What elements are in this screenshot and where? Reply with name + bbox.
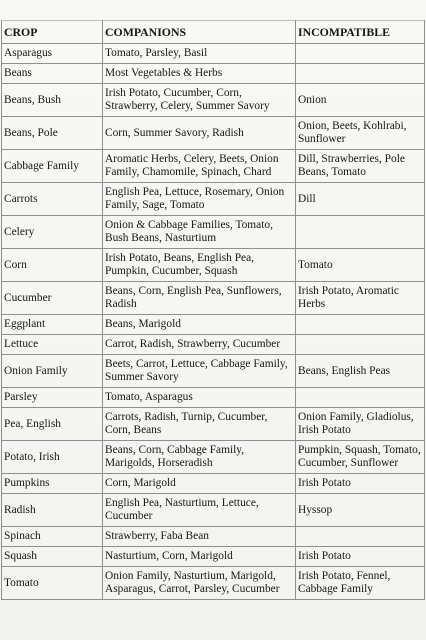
header-companions: COMPANIONS — [103, 21, 296, 44]
incompatible-cell — [296, 388, 425, 408]
header-row — [2, 21, 425, 44]
companions-cell: Most Vegetables & Herbs — [103, 64, 296, 84]
companions-cell: Tomato, Asparagus — [103, 388, 296, 408]
crop-cell: Corn — [2, 249, 103, 282]
incompatible-cell: Beans, English Peas — [296, 355, 425, 388]
table-row — [2, 355, 425, 388]
table-row — [2, 64, 425, 84]
table-row — [2, 44, 425, 64]
crop-cell: Beans, Bush — [2, 84, 103, 117]
companions-cell: Strawberry, Faba Bean — [103, 527, 296, 547]
crop-cell: Lettuce — [2, 335, 103, 355]
table-row — [2, 494, 425, 527]
crop-cell: Squash — [2, 547, 103, 567]
incompatible-cell — [296, 216, 425, 249]
table-row — [2, 216, 425, 249]
companions-cell: Beans, Corn, Cabbage Family, Marigolds, Horseradish — [103, 441, 296, 474]
table-row — [2, 282, 425, 315]
header-incompatible: INCOMPATIBLE — [296, 21, 425, 44]
crop-cell: Potato, Irish — [2, 441, 103, 474]
crop-cell: Beans, Pole — [2, 117, 103, 150]
crop-cell: Onion Family — [2, 355, 103, 388]
incompatible-cell: Onion — [296, 84, 425, 117]
companions-cell: Corn, Marigold — [103, 474, 296, 494]
table-row — [2, 567, 425, 600]
incompatible-cell — [296, 64, 425, 84]
crop-cell: Celery — [2, 216, 103, 249]
table-row — [2, 84, 425, 117]
incompatible-cell: Irish Potato, Fennel, Cabbage Family — [296, 567, 425, 600]
crop-cell: Spinach — [2, 527, 103, 547]
companions-cell: Corn, Summer Savory, Radish — [103, 117, 296, 150]
crop-cell: Beans — [2, 64, 103, 84]
table-row — [2, 474, 425, 494]
crop-cell: Eggplant — [2, 315, 103, 335]
companions-cell: Carrot, Radish, Strawberry, Cucumber — [103, 335, 296, 355]
incompatible-cell — [296, 335, 425, 355]
incompatible-cell: Irish Potato — [296, 474, 425, 494]
companions-cell: Tomato, Parsley, Basil — [103, 44, 296, 64]
header-crop: CROP — [2, 21, 103, 44]
incompatible-cell: Hyssop — [296, 494, 425, 527]
crop-cell: Radish — [2, 494, 103, 527]
incompatible-cell — [296, 44, 425, 64]
companion-planting-table — [1, 20, 425, 600]
companions-cell: English Pea, Nasturtium, Lettuce, Cucumber — [103, 494, 296, 527]
table-row — [2, 183, 425, 216]
crop-cell: Cabbage Family — [2, 150, 103, 183]
incompatible-cell: Irish Potato, Aromatic Herbs — [296, 282, 425, 315]
incompatible-cell: Dill, Strawberries, Pole Beans, Tomato — [296, 150, 425, 183]
companions-cell: Carrots, Radish, Turnip, Cucumber, Corn, Beans — [103, 408, 296, 441]
incompatible-cell — [296, 527, 425, 547]
crop-cell: Pea, English — [2, 408, 103, 441]
incompatible-cell: Irish Potato — [296, 547, 425, 567]
crop-cell: Cucumber — [2, 282, 103, 315]
crop-cell: Parsley — [2, 388, 103, 408]
incompatible-cell: Tomato — [296, 249, 425, 282]
companions-cell: Onion & Cabbage Families, Tomato, Bush Beans, Nasturtium — [103, 216, 296, 249]
companions-cell: Irish Potato, Beans, English Pea, Pumpkin, Cucumber, Squash — [103, 249, 296, 282]
incompatible-cell: Dill — [296, 183, 425, 216]
table-row — [2, 527, 425, 547]
table-row — [2, 441, 425, 474]
companions-cell: Onion Family, Nasturtium, Marigold, Asparagus, Carrot, Parsley, Cucumber — [103, 567, 296, 600]
companions-cell: Beans, Corn, English Pea, Sunflowers, Radish — [103, 282, 296, 315]
companions-cell: Aromatic Herbs, Celery, Beets, Onion Family, Chamomile, Spinach, Chard — [103, 150, 296, 183]
crop-cell: Pumpkins — [2, 474, 103, 494]
table-row — [2, 315, 425, 335]
incompatible-cell: Onion, Beets, Kohlrabi, Sunflower — [296, 117, 425, 150]
table-row — [2, 547, 425, 567]
companions-cell: Irish Potato, Cucumber, Corn, Strawberry, Celery, Summer Savory — [103, 84, 296, 117]
table-row — [2, 408, 425, 441]
crop-cell: Carrots — [2, 183, 103, 216]
companions-cell: Beans, Marigold — [103, 315, 296, 335]
companions-cell: English Pea, Lettuce, Rosemary, Onion Family, Sage, Tomato — [103, 183, 296, 216]
table-row — [2, 150, 425, 183]
table-row — [2, 388, 425, 408]
incompatible-cell: Onion Family, Gladiolus, Irish Potato — [296, 408, 425, 441]
table-row — [2, 249, 425, 282]
companions-cell: Beets, Carrot, Lettuce, Cabbage Family, Summer Savory — [103, 355, 296, 388]
companions-cell: Nasturtium, Corn, Marigold — [103, 547, 296, 567]
table-row — [2, 117, 425, 150]
table-row — [2, 335, 425, 355]
crop-cell: Tomato — [2, 567, 103, 600]
crop-cell: Asparagus — [2, 44, 103, 64]
incompatible-cell: Pumpkin, Squash, Tomato, Cucumber, Sunflower — [296, 441, 425, 474]
incompatible-cell — [296, 315, 425, 335]
